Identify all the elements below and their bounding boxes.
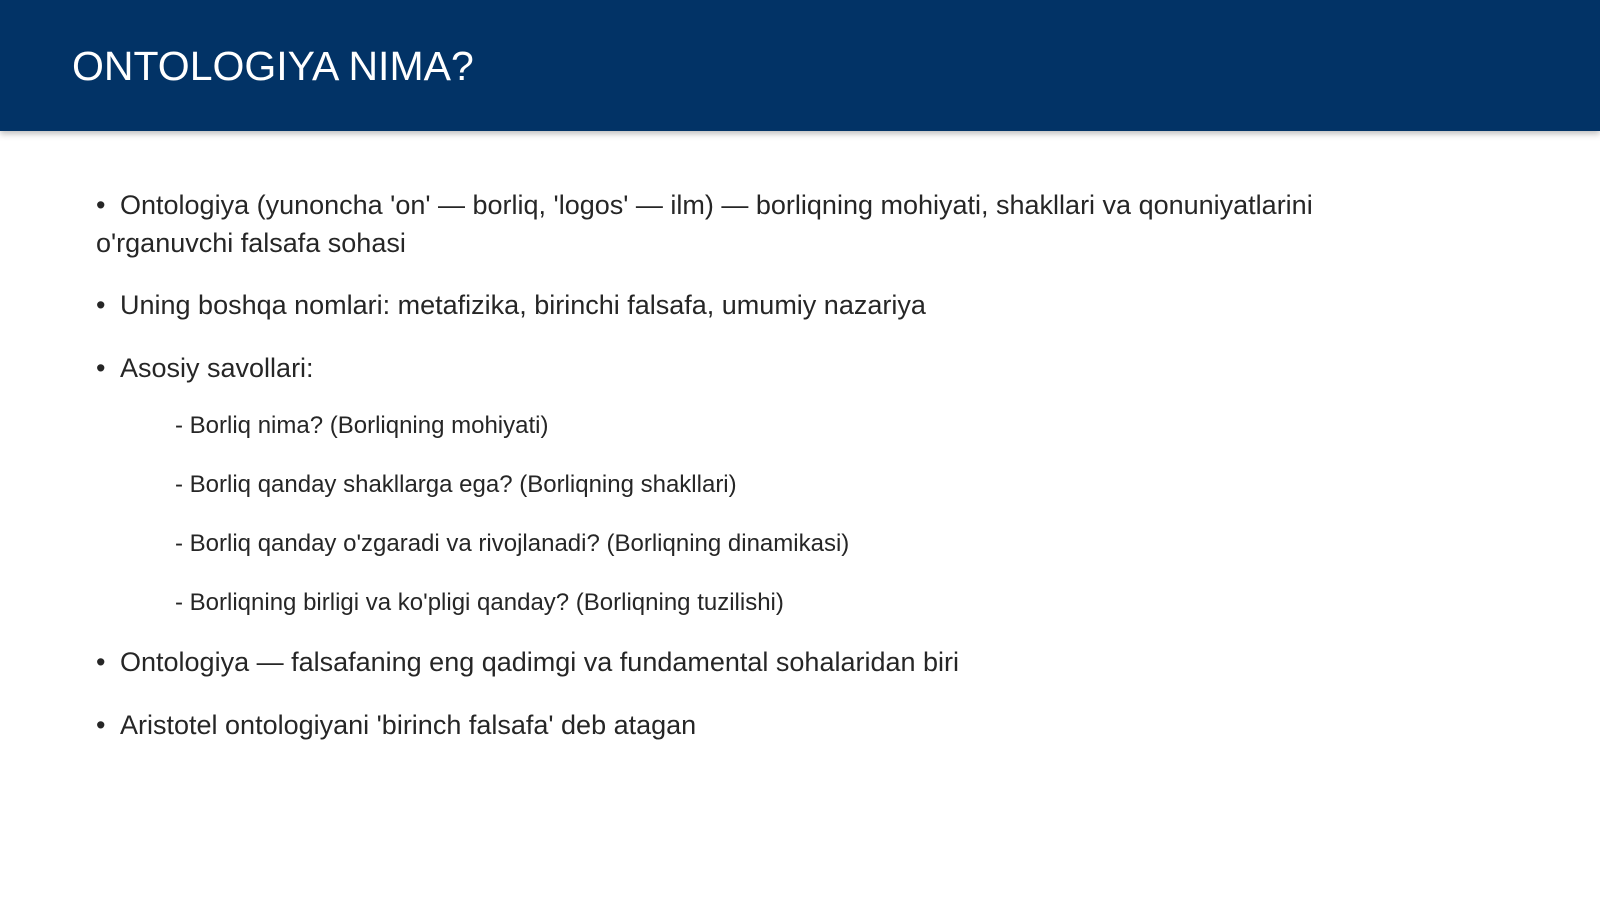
bullet-text: Uning boshqa nomlari: metafizika, birinchi falsafa, umumiy nazariya <box>120 290 926 320</box>
sub-item: - Borliq qanday shakllarga ega? (Borliqning shakllari) <box>175 471 737 498</box>
bullet-text: Ontologiya (yunoncha 'on' — borliq, 'logos' — ilm) — borliqning mohiyati, shakllari va qonuniyatlarini o'rganuvchi falsafa sohasi <box>96 190 1313 258</box>
bullet-item <box>96 706 1436 744</box>
title-bar <box>0 0 1600 131</box>
slide-title: ONTOLOGIYA NIMA? <box>72 43 474 89</box>
bullet-item <box>96 349 1436 387</box>
bullet-dot: • <box>96 290 106 320</box>
bullet-text: Ontologiya — falsafaning eng qadimgi va fundamental sohalaridan biri <box>120 647 960 677</box>
sub-item: - Borliq nima? (Borliqning mohiyati) <box>175 412 549 439</box>
bullet-item <box>96 643 1436 681</box>
bullet-dot: • <box>96 710 106 740</box>
slide-body <box>96 186 1436 744</box>
sub-item: - Borliq qanday o'zgaradi va rivojlanadi? (Borliqning dinamikasi) <box>175 530 850 557</box>
bullet-text: Aristotel ontologiyani 'birinch falsafa' deb atagan <box>120 710 697 740</box>
bullet-dot: • <box>96 353 106 383</box>
sub-item: - Borliqning birligi va ko'pligi qanday? (Borliqning tuzilishi) <box>175 589 784 616</box>
bullet-item <box>96 286 1436 324</box>
bullet-dot: • <box>96 190 106 220</box>
bullet-dot: • <box>96 647 106 677</box>
bullet-text: Asosiy savollari: <box>120 353 314 383</box>
bullet-item <box>96 186 1436 262</box>
